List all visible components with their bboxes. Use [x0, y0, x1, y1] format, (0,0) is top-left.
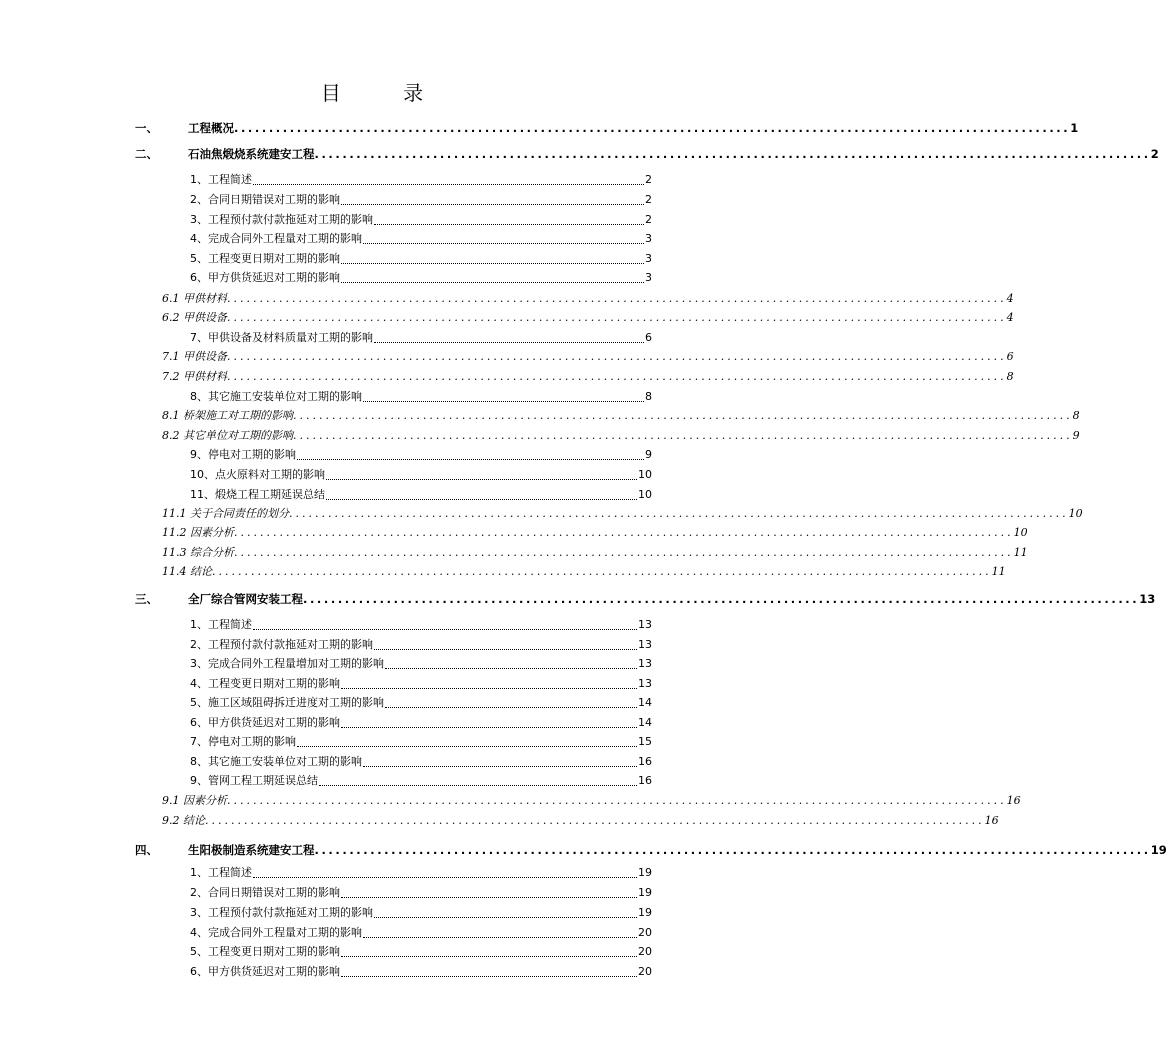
toc-section[interactable] — [190, 864, 652, 882]
toc-section[interactable] — [190, 446, 652, 464]
toc-page-number: 13 — [638, 677, 652, 690]
toc-page-number: 16 — [1006, 794, 1021, 807]
toc-page-number: 3 — [645, 252, 652, 265]
toc-entry-title: 6、甲方供货延迟对工期的影响 — [190, 965, 340, 978]
toc-entry-title: 9、管网工程工期延误总结 — [190, 774, 318, 787]
toc-entry-title: 11.4 结论 — [162, 565, 212, 578]
toc-page-number: 20 — [638, 926, 652, 939]
dot-leader — [341, 896, 637, 898]
toc-section[interactable] — [190, 675, 652, 693]
toc-page-number: 9 — [1072, 429, 1080, 442]
toc-entry-title: 6、甲方供货延迟对工期的影响 — [190, 716, 340, 729]
toc-subsection[interactable] — [162, 427, 1080, 445]
toc-page-number: 6 — [1006, 350, 1014, 363]
toc-entry-title: 石油焦煅烧系统建安工程 — [188, 147, 315, 161]
toc-section[interactable] — [190, 486, 652, 504]
toc-subsection[interactable] — [162, 368, 1014, 386]
toc-page-number: 16 — [638, 755, 652, 768]
toc-page-number: 9 — [645, 448, 652, 461]
toc-subsection[interactable] — [162, 309, 1014, 327]
toc-entry-title: 9.2 结论 — [162, 814, 205, 827]
toc-entry-title: 5、工程变更日期对工期的影响 — [190, 252, 340, 265]
toc-subsection[interactable] — [162, 348, 1014, 366]
dot-leader: ........................................................................................................................ — [212, 565, 992, 578]
toc-page-number: 3 — [645, 232, 652, 245]
dot-leader — [319, 784, 637, 786]
toc-entry-title: 6.2 甲供设备 — [162, 311, 227, 324]
toc-subsection[interactable] — [162, 544, 1028, 562]
dot-leader: ........................................................................................................................ — [205, 814, 985, 827]
toc-entry-title: 7.2 甲供材料 — [162, 370, 227, 383]
toc-entry-title: 2、合同日期错误对工期的影响 — [190, 886, 340, 899]
toc-entry-title: 10、点火原料对工期的影响 — [190, 468, 325, 481]
dot-leader — [363, 765, 637, 767]
dot-leader — [363, 400, 644, 402]
dot-leader — [341, 203, 644, 205]
dot-leader: ........................................................................................................................ — [227, 292, 1007, 305]
toc-entry-title: 6、甲方供货延迟对工期的影响 — [190, 271, 340, 284]
toc-page-number: 8 — [645, 390, 652, 403]
toc-subsection[interactable] — [162, 812, 999, 830]
dot-leader: ........................................................................................................................ — [314, 147, 1151, 161]
dot-leader: ........................................................................................................................ — [227, 794, 1007, 807]
toc-chapter-number: 四、 — [135, 843, 158, 857]
toc-subsection[interactable] — [162, 524, 1028, 542]
dot-leader — [253, 628, 637, 630]
toc-entry-title: 11.1 关于合同责任的划分 — [162, 507, 289, 520]
toc-section[interactable] — [190, 772, 652, 790]
toc-entry-title: 8.2 其它单位对工期的影响 — [162, 429, 293, 442]
toc-chapter[interactable] — [135, 145, 1159, 163]
toc-page-number: 4 — [1006, 292, 1014, 305]
toc-page-number: 13 — [638, 638, 652, 651]
toc-subsection[interactable] — [162, 563, 1006, 581]
toc-entry-title: 4、完成合同外工程量对工期的影响 — [190, 232, 362, 245]
toc-subsection[interactable] — [162, 505, 1083, 523]
toc-section[interactable] — [190, 269, 652, 287]
toc-page-number: 20 — [638, 965, 652, 978]
toc-page-number: 2 — [1150, 147, 1159, 161]
dot-leader — [341, 955, 637, 957]
dot-leader — [341, 687, 637, 689]
toc-page-number: 19 — [638, 866, 652, 879]
dot-leader — [341, 281, 644, 283]
toc-page-number: 13 — [1139, 592, 1156, 606]
toc-chapter[interactable] — [135, 590, 1156, 608]
toc-section[interactable] — [190, 714, 652, 732]
toc-entry-title: 8、其它施工安装单位对工期的影响 — [190, 755, 362, 768]
toc-page-number: 13 — [638, 657, 652, 670]
dot-leader: ........................................................................................................................ — [227, 311, 1007, 324]
dot-leader — [326, 478, 637, 480]
dot-leader — [297, 745, 637, 747]
toc-chapter[interactable] — [135, 841, 1167, 859]
toc-section[interactable] — [190, 924, 652, 942]
toc-entry-title: 5、工程变更日期对工期的影响 — [190, 945, 340, 958]
toc-chapter-number: 二、 — [135, 147, 158, 161]
toc-page-number: 14 — [638, 716, 652, 729]
toc-entry-title: 9.1 因素分析 — [162, 794, 227, 807]
toc-chapter-number: 三、 — [135, 592, 158, 606]
toc-page-number: 4 — [1006, 311, 1014, 324]
toc-entry-title: 1、工程简述 — [190, 173, 252, 186]
toc-section[interactable] — [190, 655, 652, 673]
dot-leader: ........................................................................................................................ — [227, 370, 1007, 383]
toc-section[interactable] — [190, 636, 652, 654]
dot-leader — [341, 975, 637, 977]
toc-page-number: 2 — [645, 213, 652, 226]
toc-entry-title: 4、工程变更日期对工期的影响 — [190, 677, 340, 690]
toc-page-number: 10 — [1068, 507, 1083, 520]
dot-leader — [385, 706, 637, 708]
dot-leader — [253, 183, 644, 185]
toc-page-number: 16 — [984, 814, 999, 827]
toc-page-number: 13 — [638, 618, 652, 631]
dot-leader: ........................................................................................................................ — [234, 546, 1014, 559]
dot-leader: ........................................................................................................................ — [314, 843, 1151, 857]
toc-page-number: 8 — [1006, 370, 1014, 383]
toc-page-number: 6 — [645, 331, 652, 344]
toc-page-number: 14 — [638, 696, 652, 709]
toc-page-number: 8 — [1072, 409, 1080, 422]
toc-section[interactable] — [190, 191, 652, 209]
toc-entry-title: 4、完成合同外工程量对工期的影响 — [190, 926, 362, 939]
toc-section[interactable] — [190, 466, 652, 484]
toc-entry-title: 3、完成合同外工程量增加对工期的影响 — [190, 657, 384, 670]
dot-leader — [363, 936, 637, 938]
toc-subsection[interactable] — [162, 290, 1014, 308]
dot-leader: ........................................................................................................................ — [303, 592, 1140, 606]
toc-entry-title: 7、甲供设备及材料质量对工期的影响 — [190, 331, 373, 344]
toc-entry-title: 7.1 甲供设备 — [162, 350, 227, 363]
toc-section[interactable] — [190, 963, 652, 981]
toc-page-number: 2 — [645, 173, 652, 186]
dot-leader — [374, 916, 637, 918]
dot-leader — [385, 667, 637, 669]
toc-entry-title: 11.3 综合分析 — [162, 546, 234, 559]
toc-entry-title: 工程概况 — [188, 121, 234, 135]
dot-leader: ........................................................................................................................ — [234, 526, 1014, 539]
toc-entry-title: 2、工程预付款付款拖延对工期的影响 — [190, 638, 373, 651]
toc-entry-title: 全厂综合管网安装工程 — [188, 592, 303, 606]
toc-subsection[interactable] — [162, 407, 1080, 425]
toc-entry-title: 5、施工区域阻碍拆迁进度对工期的影响 — [190, 696, 384, 709]
toc-section[interactable] — [190, 388, 652, 406]
toc-entry-title: 9、停电对工期的影响 — [190, 448, 296, 461]
toc-page-number: 20 — [638, 945, 652, 958]
toc-section[interactable] — [190, 211, 652, 229]
toc-entry-title: 1、工程简述 — [190, 618, 252, 631]
dot-leader — [341, 262, 644, 264]
toc-section[interactable] — [190, 904, 652, 922]
toc-page-number: 19 — [1150, 843, 1167, 857]
toc-chapter-number: 一、 — [135, 121, 158, 135]
dot-leader: ........................................................................................................................ — [227, 350, 1007, 363]
toc-page-number: 16 — [638, 774, 652, 787]
toc-page-number: 15 — [638, 735, 652, 748]
toc-section[interactable] — [190, 943, 652, 961]
toc-page-number: 11 — [991, 565, 1006, 578]
page-title: 目 录 — [320, 81, 452, 105]
dot-leader — [341, 726, 637, 728]
dot-leader — [326, 498, 637, 500]
toc-entry-title: 3、工程预付款付款拖延对工期的影响 — [190, 213, 373, 226]
dot-leader: ........................................................................................................................ — [234, 121, 1071, 135]
toc-section[interactable] — [190, 753, 652, 771]
dot-leader — [374, 648, 637, 650]
toc-section[interactable] — [190, 230, 652, 248]
toc-entry-title: 2、合同日期错误对工期的影响 — [190, 193, 340, 206]
toc-section[interactable] — [190, 884, 652, 902]
dot-leader: ........................................................................................................................ — [293, 409, 1073, 422]
toc-entry-title: 11.2 因素分析 — [162, 526, 234, 539]
toc-page-number: 10 — [1013, 526, 1028, 539]
dot-leader — [297, 458, 644, 460]
toc-page-number: 11 — [1013, 546, 1028, 559]
dot-leader: ........................................................................................................................ — [289, 507, 1069, 520]
toc-section[interactable] — [190, 329, 652, 347]
toc-entry-title: 7、停电对工期的影响 — [190, 735, 296, 748]
dot-leader — [374, 223, 644, 225]
dot-leader — [363, 242, 644, 244]
toc-chapter[interactable] — [135, 119, 1079, 137]
toc-page-number: 3 — [645, 271, 652, 284]
toc-section[interactable] — [190, 171, 652, 189]
toc-entry-title: 6.1 甲供材料 — [162, 292, 227, 305]
toc-page-number: 10 — [638, 468, 652, 481]
toc-section[interactable] — [190, 250, 652, 268]
toc-section[interactable] — [190, 616, 652, 634]
toc-entry-title: 8.1 桥架施工对工期的影响 — [162, 409, 293, 422]
toc-page-number: 2 — [645, 193, 652, 206]
toc-entry-title: 生阳极制造系统建安工程 — [188, 843, 315, 857]
dot-leader — [374, 341, 644, 343]
toc-page-number: 10 — [638, 488, 652, 501]
toc-page-number: 19 — [638, 906, 652, 919]
toc-entry-title: 8、其它施工安装单位对工期的影响 — [190, 390, 362, 403]
toc-section[interactable] — [190, 733, 652, 751]
toc-section[interactable] — [190, 694, 652, 712]
toc-page-number: 19 — [638, 886, 652, 899]
dot-leader — [253, 876, 637, 878]
toc-entry-title: 3、工程预付款付款拖延对工期的影响 — [190, 906, 373, 919]
dot-leader: ........................................................................................................................ — [293, 429, 1073, 442]
toc-page-number: 1 — [1070, 121, 1079, 135]
toc-entry-title: 11、煅烧工程工期延误总结 — [190, 488, 325, 501]
toc-subsection[interactable] — [162, 792, 1021, 810]
toc-entry-title: 1、工程简述 — [190, 866, 252, 879]
